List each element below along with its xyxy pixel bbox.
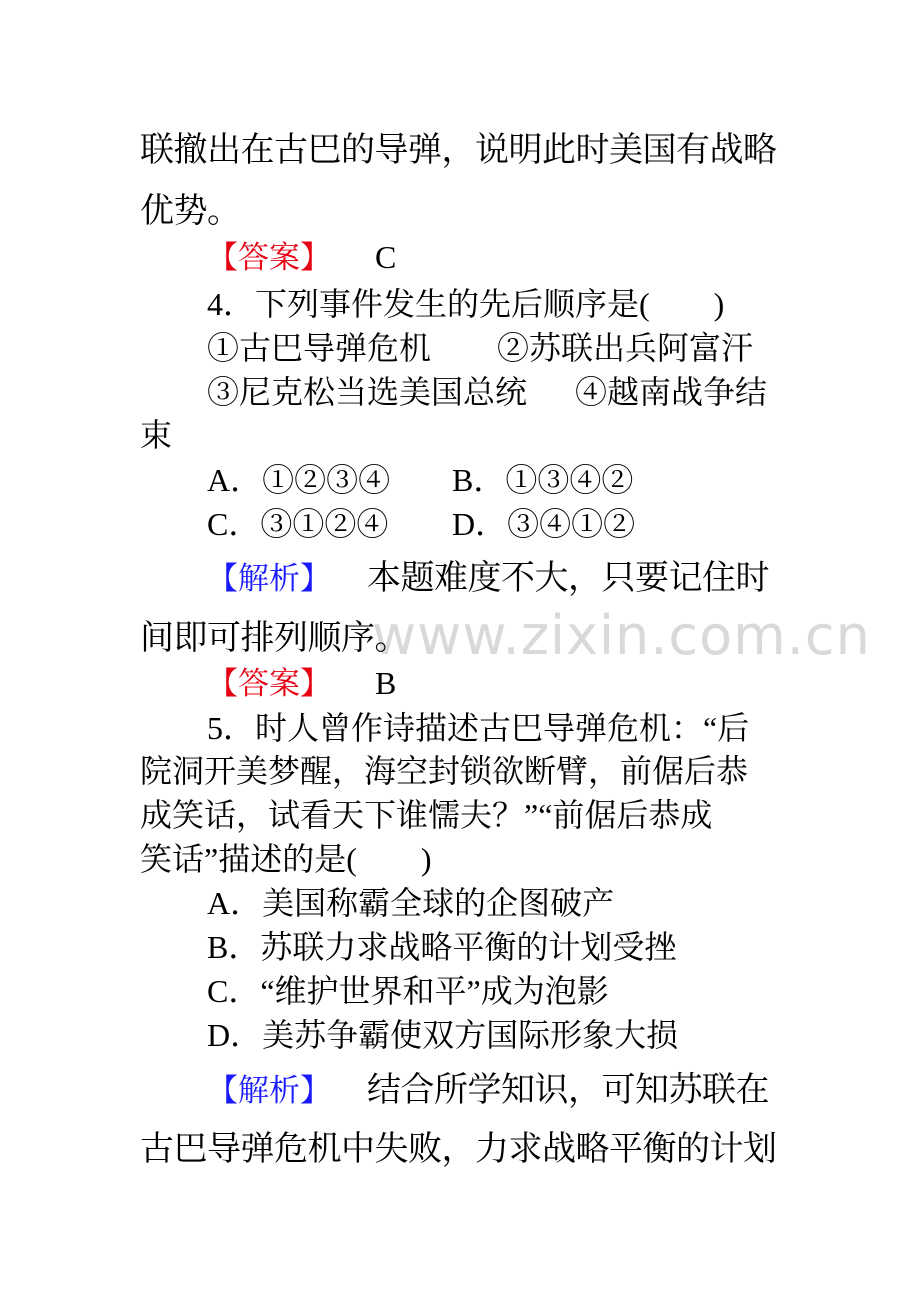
analysis-text: 结合所学知识，可知苏联在	[367, 1070, 769, 1110]
answer-tag: 【答案】	[207, 240, 331, 276]
event-item: ④越南战争结	[575, 374, 768, 410]
answer-line	[207, 658, 396, 703]
analysis-line	[207, 1062, 769, 1111]
event-item: ②苏联出兵阿富汗	[497, 330, 754, 366]
option-b: B．①③④②	[452, 462, 634, 498]
option-b: B．苏联力求战略平衡的计划受挫	[207, 929, 677, 965]
text-line: 古巴导弹危机中失败，力求战略平衡的计划	[140, 1129, 777, 1169]
text-line: 笑话”描述的是( )	[140, 841, 432, 877]
text-line: 优势。	[140, 191, 241, 231]
option-c: C．“维护世界和平”成为泡影	[207, 973, 609, 1009]
analysis-tag: 【解析】	[207, 1073, 331, 1109]
analysis-line	[207, 550, 769, 599]
answer-value: B	[375, 665, 397, 701]
option-d: D．美苏争霸使双方国际形象大损	[207, 1017, 679, 1053]
text-line: 间即可排列顺序。	[140, 618, 408, 658]
options-row	[207, 499, 636, 545]
event-item: ③尼克松当选美国总统	[207, 374, 528, 410]
event-line	[207, 367, 768, 413]
options-row	[207, 455, 634, 501]
watermark: www.zixin.com.cn	[372, 604, 871, 667]
analysis-tag: 【解析】	[207, 561, 331, 597]
option-c: C．③①②④	[207, 506, 389, 542]
option-d: D．③④①②	[452, 506, 636, 542]
text-line: 院洞开美梦醒，海空封锁欲断臂，前倨后恭	[140, 753, 749, 789]
option-a: A．①②③④	[207, 462, 391, 498]
event-line	[207, 323, 754, 369]
text-line: 成笑话，试看天下谁懦夫？”“前倨后恭成	[140, 797, 713, 833]
option-a: A．美国称霸全球的企图破产	[207, 885, 615, 921]
event-line-wrap: 束	[140, 417, 173, 453]
answer-value: C	[375, 239, 397, 275]
question-stem: 4．下列事件发生的先后顺序是( )	[207, 286, 725, 322]
event-item: ①古巴导弹危机	[207, 330, 432, 366]
text-line: 联撤出在古巴的导弹，说明此时美国有战略	[140, 130, 777, 170]
answer-tag: 【答案】	[207, 666, 331, 702]
question-stem: 5．时人曾作诗描述古巴导弹危机：“后	[207, 710, 750, 746]
answer-line	[207, 232, 396, 277]
analysis-text: 本题难度不大，只要记住时	[367, 558, 769, 598]
